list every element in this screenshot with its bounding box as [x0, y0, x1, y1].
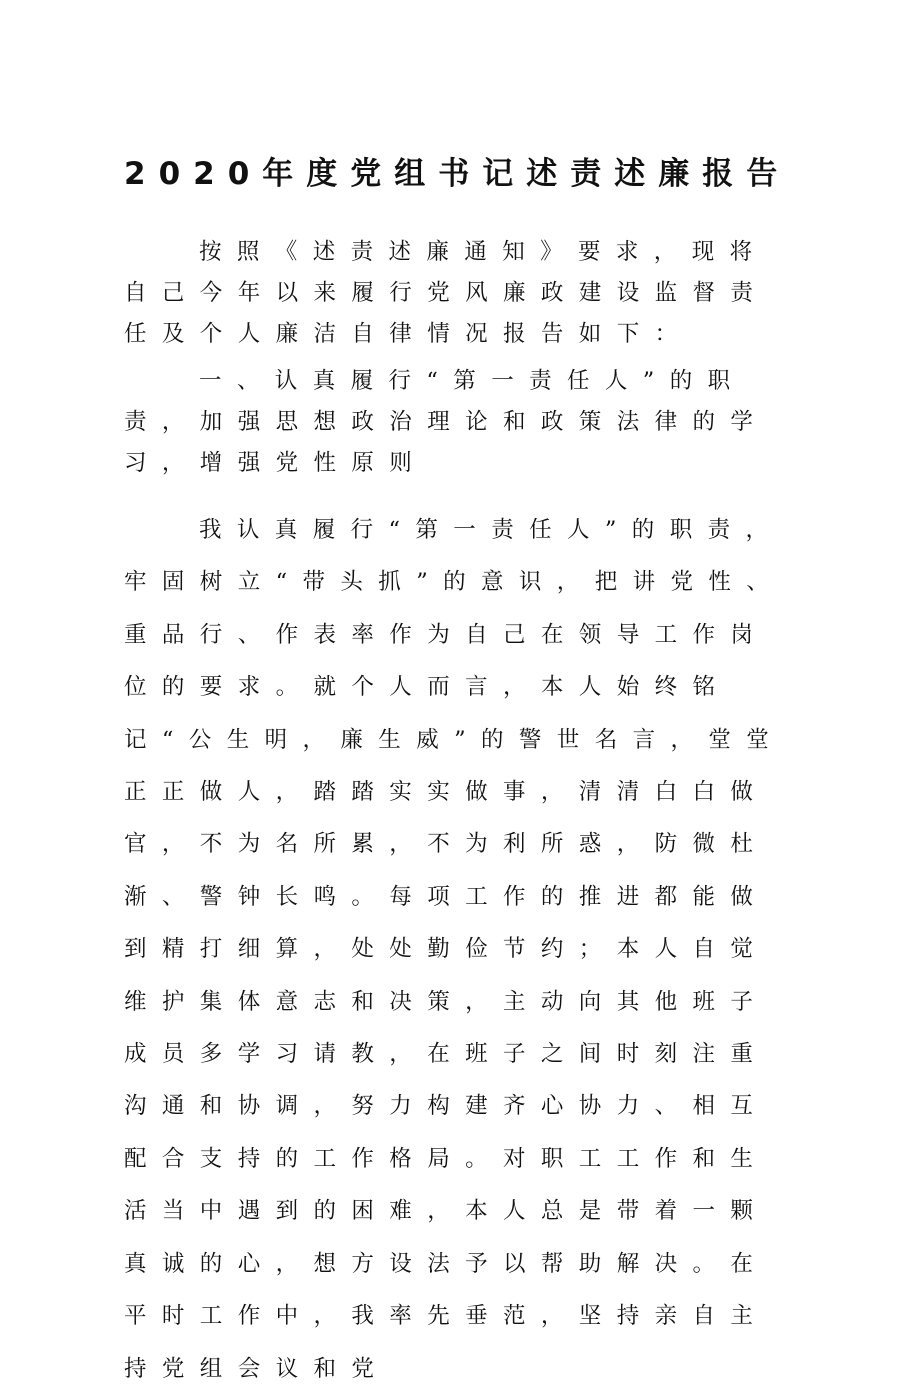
document-title: 2020年度党组书记述责述廉报告 — [124, 156, 791, 192]
intro-paragraph: 按照《述责述廉通知》要求，现将自己今年以来履行党风廉政建设监督责任及个人廉洁自律情况报告如下： — [124, 239, 769, 347]
section-heading: 一、认真履行“第一责任人”的职责，加强思想政治理论和政策法律的学习，增强党性原则 — [124, 368, 769, 476]
body-paragraph: 我认真履行“第一责任人”的职责，牢固树立“带头抓”的意识，把讲党性、重品行、作表率作为自己在领导工作岗位的要求。就个人而言，本人始终铭记“公生明，廉生威”的警世名言，堂堂正正做人，踏踏实实做事，清清白白做官，不为名所累，不为利所惑，防微杜渐、警钟长鸣。每项工作的推进都能做到精打细算，处处勤俭节约；本人自觉维护集体意志和决策，主动向其他班子成员多学习请教，在班子之间时刻注重沟通和协调，努力构建齐心协力、相互配合支持的工作格局。对职工工作和生活当中遇到的困难，本人总是带着一颗真诚的心，想方设法予以帮助解决。在平时工作中，我率先垂范，坚持亲自主持党组会议和党 — [124, 517, 785, 1382]
document-body — [124, 232, 790, 1395]
